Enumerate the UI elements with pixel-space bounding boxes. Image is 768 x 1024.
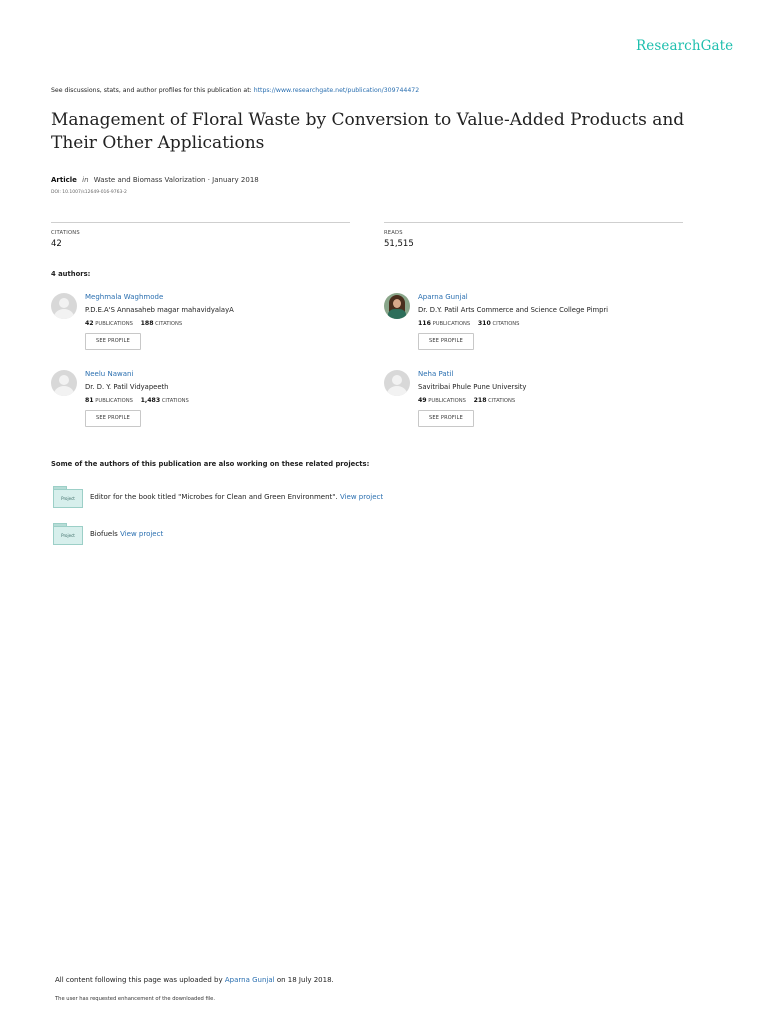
discussion-line [51, 87, 419, 94]
project-item [53, 523, 573, 547]
view-project-link[interactable]: View project [339, 493, 384, 501]
publications-label: PUBLICATIONS [428, 398, 466, 404]
project-icon-label: Project [61, 496, 75, 501]
article-type: Article [51, 176, 77, 184]
author-name-link[interactable]: Meghmala Waghmode [85, 293, 164, 301]
author-card [51, 370, 371, 440]
citations-label: CITATIONS [51, 230, 80, 236]
project-icon-label: Project [61, 533, 75, 538]
project-text [90, 530, 163, 538]
author-stats [418, 397, 515, 404]
project-item [53, 486, 573, 510]
citations-label: CITATIONS [492, 321, 520, 327]
doi: DOI: 10.1007/s12649-016-9763-2 [51, 190, 127, 195]
author-card [384, 370, 704, 440]
avatar-placeholder-icon[interactable] [51, 370, 77, 396]
view-project-link[interactable]: View project [120, 530, 164, 538]
citations-value: 42 [51, 239, 62, 249]
see-profile-button[interactable]: SEE PROFILE [85, 333, 141, 350]
publications-count: 81 [85, 397, 94, 404]
authors-heading: 4 authors: [51, 270, 91, 278]
author-name-link[interactable]: Aparna Gunjal [418, 293, 468, 301]
researchgate-logo[interactable]: ResearchGate [636, 38, 734, 54]
citations-count: 188 [140, 320, 154, 327]
avatar-photo[interactable] [384, 293, 410, 319]
publications-count: 49 [418, 397, 427, 404]
project-folder-icon [53, 486, 83, 508]
publications-label: PUBLICATIONS [432, 321, 471, 327]
author-institution: Dr. D. Y. Patil Vidyapeeth [85, 383, 169, 391]
publication-title: Management of Floral Waste by Conversion to Value-Added Products and Their Other Applications [51, 110, 685, 153]
avatar-placeholder-icon[interactable] [384, 370, 410, 396]
project-description: Biofuels [90, 530, 118, 538]
author-card [384, 293, 704, 363]
see-profile-button[interactable]: SEE PROFILE [85, 410, 141, 427]
citations-label: CITATIONS [161, 398, 189, 404]
related-projects-heading: Some of the authors of this publication are also working on these related projects: [51, 460, 370, 468]
publications-label: PUBLICATIONS [95, 398, 133, 404]
discussion-prefix: See discussions, stats, and author profiles for this publication at: [51, 87, 252, 94]
author-name-link[interactable]: Neelu Nawani [85, 370, 134, 378]
author-institution: P.D.E.A'S Annasaheb magar mahavidyalayA [85, 306, 234, 314]
in-word: in [82, 176, 89, 184]
divider-right [384, 222, 683, 223]
author-institution: Dr. D.Y. Patil Arts Commerce and Science College Pimpri [418, 306, 609, 314]
author-stats [418, 320, 519, 327]
citations-count: 310 [477, 320, 491, 327]
see-profile-button[interactable]: SEE PROFILE [418, 410, 474, 427]
publication-url-link[interactable]: https://www.researchgate.net/publication/309744472 [253, 87, 420, 94]
upload-note [55, 976, 334, 984]
publications-label: PUBLICATIONS [95, 321, 133, 327]
author-institution: Savitribai Phule Pune University [418, 383, 527, 391]
citations-count: 218 [473, 397, 487, 404]
upload-suffix: on 18 July 2018. [276, 976, 334, 984]
citations-count: 1,483 [140, 397, 161, 404]
reads-value: 51,515 [384, 239, 414, 249]
citations-label: CITATIONS [488, 398, 516, 404]
project-text [90, 493, 383, 501]
enhancement-note: The user has requested enhancement of the downloaded file. [55, 996, 216, 1002]
project-folder-icon [53, 523, 83, 545]
publication-meta [51, 176, 259, 184]
author-stats [85, 320, 182, 327]
divider-left [51, 222, 350, 223]
upload-prefix: All content following this page was uploaded by [55, 976, 223, 984]
project-description: Editor for the book titled "Microbes for Clean and Green Environment". [90, 493, 338, 501]
uploader-link[interactable]: Aparna Gunjal [224, 976, 275, 984]
avatar-placeholder-icon[interactable] [51, 293, 77, 319]
reads-label: READS [384, 230, 403, 236]
author-name-link[interactable]: Neha Patil [418, 370, 454, 378]
publications-count: 42 [85, 320, 94, 327]
publications-count: 116 [418, 320, 431, 327]
see-profile-button[interactable]: SEE PROFILE [418, 333, 474, 350]
journal-date: Waste and Biomass Valorization · January 2018 [93, 176, 259, 184]
author-stats [85, 397, 189, 404]
citations-label: CITATIONS [155, 321, 183, 327]
author-card [51, 293, 371, 363]
